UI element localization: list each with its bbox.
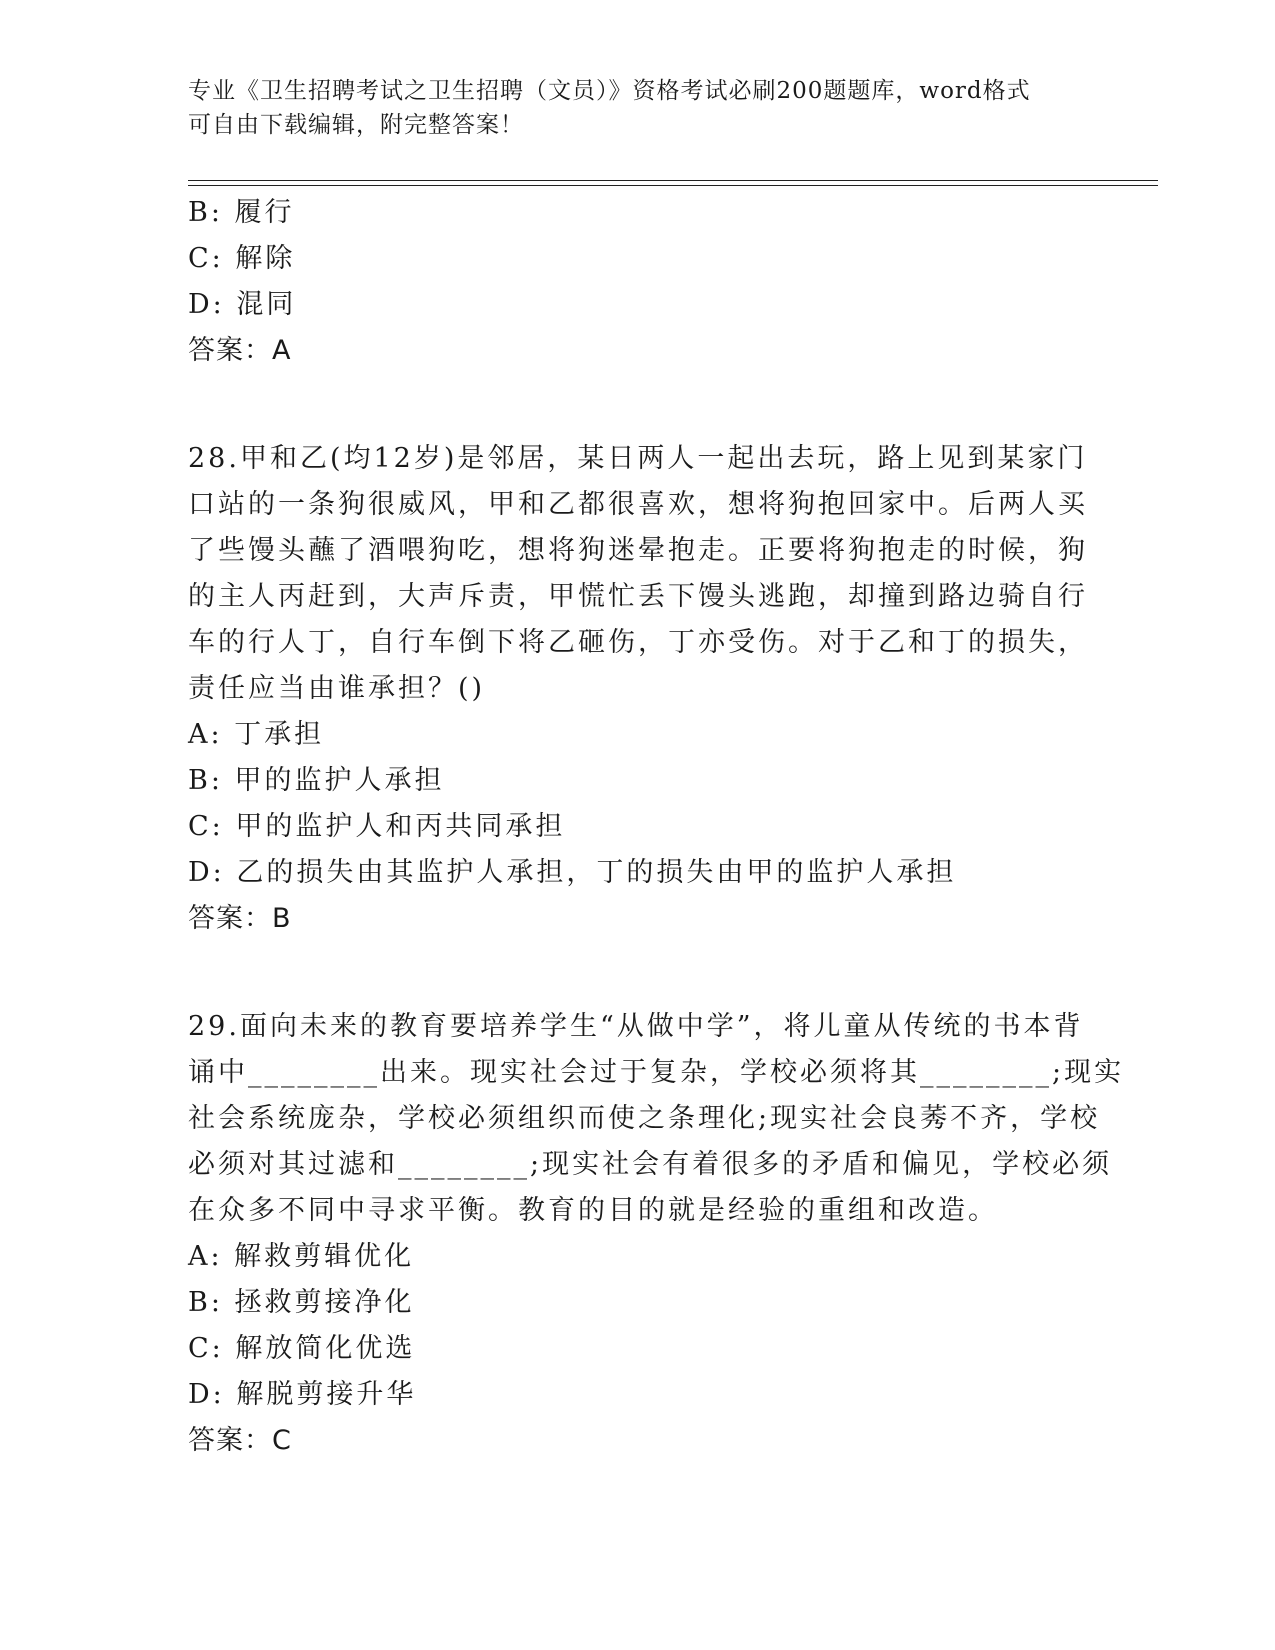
question-line: 的主人丙赶到，大声斥责，甲慌忙丢下馒头逃跑，却撞到路边骑自行 — [188, 581, 1088, 612]
option-a: A: 丁承担 — [188, 719, 325, 750]
question-line: 28.甲和乙(均12岁)是邻居，某日两人一起出去玩，路上见到某家门 — [188, 443, 1088, 474]
header-line-2: 可自由下载编辑，附完整答案！ — [188, 112, 524, 138]
question-line: 诵中________出来。现实社会过于复杂，学校必须将其________;现实 — [188, 1057, 1125, 1088]
previous-question — [188, 190, 1088, 374]
question-text — [188, 1004, 1125, 1234]
option-b: B: 拯救剪接净化 — [188, 1287, 415, 1318]
header-line-1: 专业《卫生招聘考试之卫生招聘（文员）》资格考试必刷200题题库，word格式 — [188, 78, 1031, 104]
question-line: 车的行人丁，自行车倒下将乙砸伤，丁亦受伤。对于乙和丁的损失， — [188, 627, 1088, 658]
header-divider-bottom — [188, 185, 1158, 186]
header-divider-top — [188, 180, 1158, 181]
option-d: D: 解脱剪接升华 — [188, 1379, 417, 1410]
option-d: D: 混同 — [188, 289, 297, 320]
question-line: 口站的一条狗很威风，甲和乙都很喜欢，想将狗抱回家中。后两人买 — [188, 489, 1088, 520]
question-line: 必须对其过滤和________;现实社会有着很多的矛盾和偏见，学校必须 — [188, 1149, 1113, 1180]
answer-line: 答案：B — [188, 903, 292, 934]
question-text — [188, 436, 1088, 712]
option-c: C: 解放简化优选 — [188, 1333, 416, 1364]
question-line: 29.面向未来的教育要培养学生“从做中学”，将儿童从传统的书本背 — [188, 1011, 1084, 1042]
question-line: 了些馒头蘸了酒喂狗吃，想将狗迷晕抱走。正要将狗抱走的时候，狗 — [188, 535, 1088, 566]
question-content — [188, 190, 1125, 1464]
question-line: 责任应当由谁承担？() — [188, 673, 486, 704]
option-b: B: 甲的监护人承担 — [188, 765, 445, 796]
option-c: C: 解除 — [188, 243, 296, 274]
answer-line: 答案：A — [188, 335, 292, 366]
question-line: 在众多不同中寻求平衡。教育的目的就是经验的重组和改造。 — [188, 1195, 998, 1226]
answer-line: 答案：C — [188, 1425, 292, 1456]
option-c: C: 甲的监护人和丙共同承担 — [188, 811, 566, 842]
question-line: 社会系统庞杂，学校必须组织而使之条理化;现实社会良莠不齐，学校 — [188, 1103, 1101, 1134]
option-a: A: 解救剪辑优化 — [188, 1241, 415, 1272]
option-b: B: 履行 — [188, 197, 295, 228]
question-28 — [188, 436, 1088, 942]
option-d: D: 乙的损失由其监护人承担，丁的损失由甲的监护人承担 — [188, 857, 957, 888]
question-29 — [188, 1004, 1125, 1464]
document-header — [188, 74, 1068, 142]
